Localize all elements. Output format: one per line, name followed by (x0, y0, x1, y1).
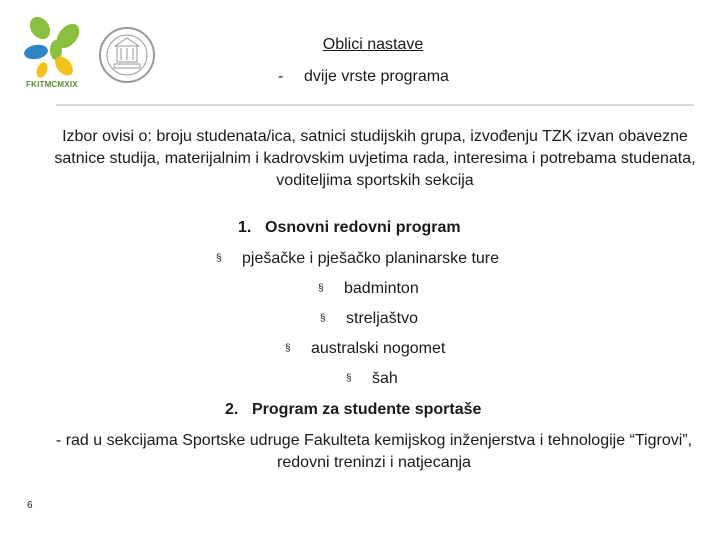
intro-paragraph: Izbor ovisi o: broju studenata/ica, satnici studijskih grupa, izvođenju TZK izvan obavezne satnice studija, materijalnim i kadrovskim uvjetima rada, interesima i potrebama studenata, voditeljima sportskih sekcija (54, 128, 696, 189)
leaf-logo-icon (22, 14, 86, 80)
bullet-icon: § (346, 373, 352, 384)
university-seal (98, 26, 156, 84)
program2-heading (225, 401, 481, 419)
list-item-text: pješačke i pješačko planinarske ture (242, 250, 500, 267)
seal-icon (98, 26, 156, 84)
bullet-icon: § (320, 313, 326, 324)
list-item (320, 310, 418, 328)
list-item (346, 370, 398, 388)
program1-heading (238, 219, 461, 237)
logo-text: FKITMCMXIX (26, 80, 78, 89)
subtitle-text: dvije vrste programa (304, 68, 449, 85)
subtitle (278, 68, 449, 86)
list-item (285, 340, 445, 358)
program2-number: 2. (225, 401, 239, 418)
program1-title: Osnovni redovni program (265, 219, 461, 236)
subtitle-dash: - (278, 68, 284, 85)
fkit-logo (22, 14, 86, 94)
bullet-icon: § (318, 283, 324, 294)
list-item (318, 280, 419, 298)
page-number: 6 (27, 500, 33, 511)
program1-number: 1. (238, 219, 252, 236)
footer-paragraph: - rad u sekcijama Sportske udruge Fakulteta kemijskog inženjerstva i tehnologije “Tigrovi”, redovni treninzi i natjecanja (55, 432, 693, 471)
bullet-icon: § (285, 343, 291, 354)
bullet-icon: § (216, 253, 222, 264)
divider (56, 104, 694, 106)
list-item-text: šah (372, 370, 398, 387)
list-item-text: badminton (344, 280, 419, 297)
list-item (216, 250, 499, 268)
page-title: Oblici nastave (322, 36, 424, 53)
program2-title: Program za studente sportaše (252, 401, 482, 418)
list-item-text: australski nogomet (311, 340, 446, 357)
list-item-text: streljaštvo (346, 310, 419, 327)
